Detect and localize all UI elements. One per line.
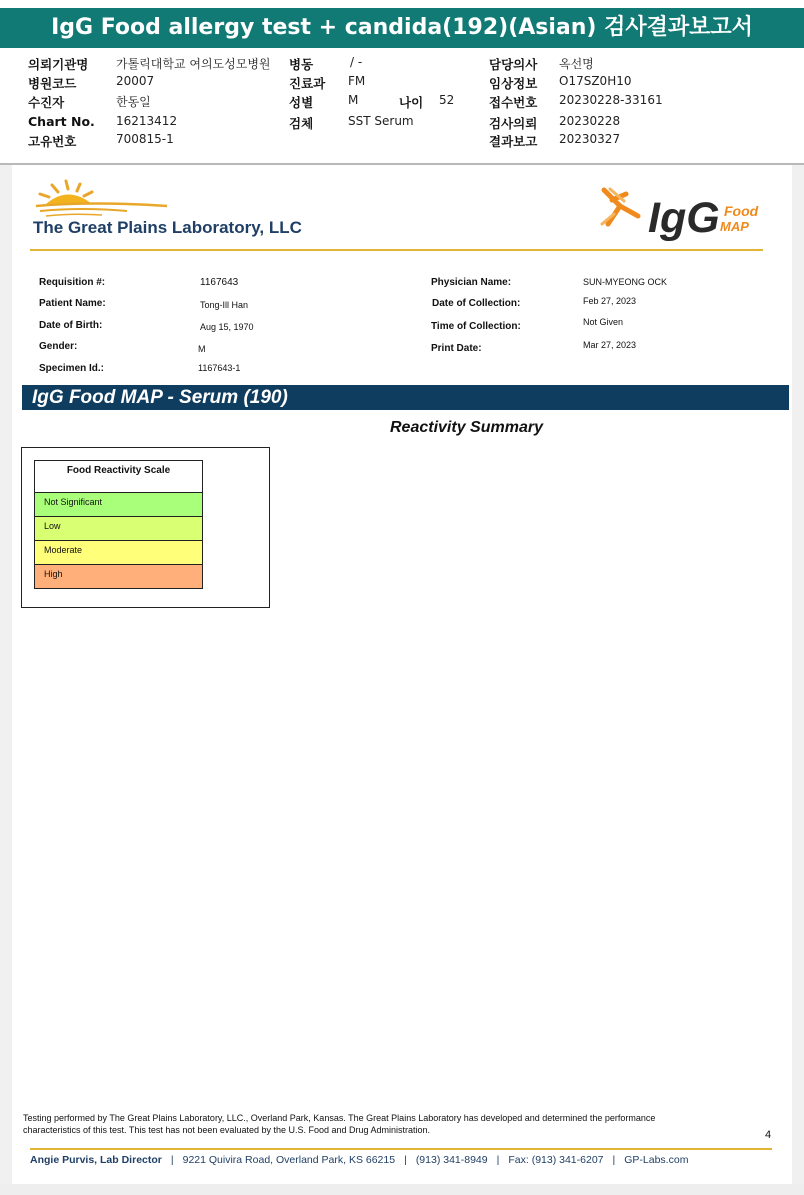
lab-director: Angie Purvis, Lab Director [30, 1154, 162, 1166]
field-value: 20230228-33161 [559, 93, 663, 107]
scale-level-high: High [34, 565, 203, 589]
info-row [0, 132, 804, 152]
collection-time-value: Not Given [583, 317, 624, 327]
dob-value: Aug 15, 1970 [200, 322, 254, 332]
field-value: 한동일 [116, 95, 151, 109]
lab-fax: Fax: (913) 341-6207 [508, 1154, 604, 1166]
field-label: 성별 [289, 95, 314, 110]
scale-level-not-significant: Not Significant [34, 493, 203, 517]
age-label: 나이 [399, 95, 424, 110]
info-row [0, 74, 804, 94]
field-value: FM [348, 74, 366, 88]
reactivity-scale [34, 460, 203, 590]
field-label: 수진자 [28, 95, 65, 110]
physician-label: Physician Name: [431, 277, 512, 288]
scale-level-moderate: Moderate [34, 541, 203, 565]
patient-name-value: Tong-Ill Han [200, 300, 249, 310]
collection-date-value: Feb 27, 2023 [583, 296, 637, 306]
collection-time-label: Time of Collection: [431, 321, 521, 332]
page-bottom-margin [0, 1184, 804, 1195]
field-value: 20230327 [559, 132, 621, 146]
disclaimer-line: characteristics of this test. This test has not been evaluated by the U.S. Food and Drug Administration. [23, 1125, 431, 1135]
disclaimer-line: Testing performed by The Great Plains Laboratory, LLC., Overland Park, Kansas. The Great Plains Laboratory has developed and determined the performance [23, 1113, 656, 1123]
product-logo-text: IgG [648, 194, 720, 242]
field-label: Chart No. [28, 114, 95, 129]
dob-label: Date of Birth: [39, 320, 103, 331]
field-label: 결과보고 [489, 134, 538, 149]
disclaimer [23, 1112, 723, 1136]
field-value: 20007 [116, 74, 155, 88]
lab-website[interactable]: GP-Labs.com [624, 1154, 689, 1166]
specimen-label: Specimen Id.: [39, 363, 105, 374]
field-label: 검체 [289, 116, 314, 131]
field-value: 옥선명 [559, 57, 594, 71]
report-title: IgG Food allergy test + candida(192)(Asian) 검사결과보고서 [0, 8, 804, 48]
korean-info-grid [0, 52, 804, 162]
print-date-value: Mar 27, 2023 [583, 340, 637, 350]
summary-title: Reactivity Summary [390, 419, 543, 436]
divider [30, 249, 763, 251]
section-title: IgG Food MAP - Serum (190) [22, 385, 789, 410]
product-logo-sub: MAP [720, 219, 749, 234]
field-value: 가톨릭대학교 여의도성모병원 [116, 57, 271, 71]
info-row [0, 93, 804, 113]
field-label: 접수번호 [489, 95, 538, 110]
field-label: 검사의뢰 [489, 116, 538, 131]
field-label: 의뢰기관명 [28, 57, 89, 72]
field-label: 병원코드 [28, 76, 77, 91]
patient-name-label: Patient Name: [39, 298, 106, 309]
reactivity-scale-box [21, 447, 270, 608]
field-label: 담당의사 [489, 57, 538, 72]
field-value: / - [350, 55, 363, 69]
sun-logo-icon [32, 177, 172, 219]
product-logo-sub: Food [724, 203, 759, 219]
field-value: 700815-1 [116, 132, 174, 146]
page-number: 4 [765, 1129, 772, 1141]
page-margin [0, 165, 12, 1195]
field-value: 20230228 [559, 114, 621, 128]
field-label: 진료과 [289, 76, 326, 91]
field-label: 임상정보 [489, 76, 538, 91]
divider [30, 1148, 772, 1150]
physician-value: SUN-MYEONG OCK [583, 277, 668, 287]
field-label: 고유번호 [28, 134, 77, 149]
info-row [0, 114, 804, 134]
field-value: M [348, 93, 359, 107]
footer-contact: Angie Purvis, Lab Director | 9221 Quivira Road, Overland Park, KS 66215 | (913) 341-8949 | Fax: (913) 341-6207 | GP-Labs.com [30, 1154, 689, 1166]
gender-label: Gender: [39, 341, 78, 352]
scale-level-low: Low [34, 517, 203, 541]
collection-date-label: Date of Collection: [432, 298, 521, 309]
specimen-value: 1167643-1 [198, 363, 241, 373]
print-date-label: Print Date: [431, 343, 482, 354]
lab-address: 9221 Quivira Road, Overland Park, KS 66215 [182, 1154, 396, 1166]
requisition-value: 1167643 [200, 277, 239, 288]
field-label: 병동 [289, 57, 314, 72]
field-value: 16213412 [116, 114, 178, 128]
field-value: O17SZ0H10 [559, 74, 632, 88]
gender-value: M [198, 344, 206, 354]
field-value: SST Serum [348, 114, 414, 128]
scale-title: Food Reactivity Scale [34, 460, 203, 493]
lab-phone: (913) 341-8949 [415, 1154, 488, 1166]
info-row [0, 55, 804, 75]
lab-name: The Great Plains Laboratory, LLC [33, 218, 302, 237]
requisition-label: Requisition #: [39, 277, 106, 288]
divider [0, 163, 804, 165]
page-margin [792, 165, 804, 1195]
age-value: 52 [439, 93, 455, 107]
